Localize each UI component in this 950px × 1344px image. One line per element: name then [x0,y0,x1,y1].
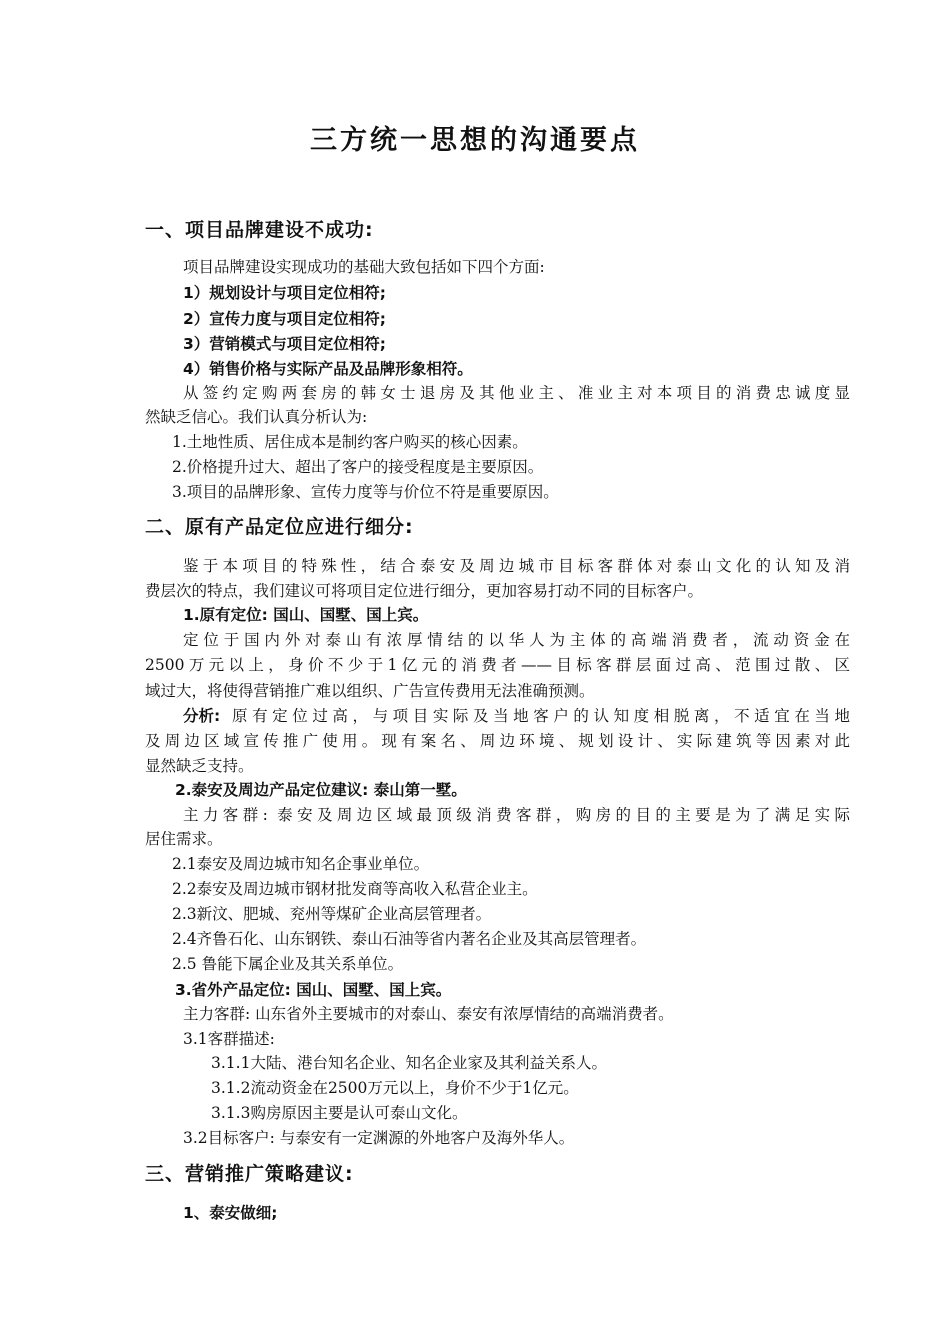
s2-analysis-line-3: 显然缺乏支持。 [145,757,254,775]
s1-intro: 项目品牌建设实现成功的基础大致包括如下四个方面: [183,258,545,276]
s1-para-line-2: 然缺乏信心。我们认真分析认为: [145,408,368,426]
s3-item-1: 1、泰安做细; [183,1204,278,1222]
s2-intro-line-1: 鉴于本项目的特殊性，结合泰安及周边城市目标客群体对泰山文化的认知及消 [183,557,850,575]
document-title: 三方统一思想的沟通要点 [310,125,640,156]
s1-point-2: 2）宣传力度与项目定位相符; [183,310,386,328]
s2-p3-line-1: 主力客群: 山东省外主要城市的对泰山、泰安有浓厚情结的高端消费者。 [183,1005,674,1023]
section-1-heading: 一、项目品牌建设不成功: [145,219,374,241]
s2-p3-sub-2: 3.1.2流动资金在2500万元以上，身价不少于1亿元。 [211,1079,579,1097]
s2-p2-title: 2.泰安及周边产品定位建议: 泰山第一墅。 [175,781,467,799]
s2-intro-line-2: 费层次的特点，我们建议可将项目定位进行细分，更加容易打动不同的目标客户。 [145,582,704,600]
s2-analysis-line-2: 及周边区域宣传推广使用。现有案名、周边环境、规划设计、实际建筑等因素对此 [145,732,850,750]
s2-p3-sub-3: 3.1.3购房原因主要是认可泰山文化。 [211,1104,468,1122]
s2-p1-title: 1.原有定位: 国山、国墅、国上宾。 [183,606,429,624]
s1-point-1: 1）规划设计与项目定位相符; [183,284,386,302]
s2-p3-sub-1: 3.1.1大陆、港台知名企业、知名企业家及其利益关系人。 [211,1054,607,1072]
s2-p2-item-4: 2.4齐鲁石化、山东钢铁、泰山石油等省内著名企业及其高层管理者。 [172,930,647,948]
s1-point-4: 4）销售价格与实际产品及品牌形象相符。 [183,360,473,378]
s1-point-3: 3）营销模式与项目定位相符; [183,335,386,353]
s2-p1-line-1: 定位于国内外对泰山有浓厚情结的以华人为主体的高端消费者，流动资金在 [183,631,850,649]
s1-reason-1: 1.土地性质、居住成本是制约客户购买的核心因素。 [172,433,528,451]
section-3-heading: 三、营销推广策略建议: [145,1163,354,1185]
s2-p2-line-2: 居住需求。 [145,830,223,848]
s1-reason-2: 2.价格提升过大、超出了客户的接受程度是主要原因。 [172,458,544,476]
s2-analysis-line-1: 原有定位过高，与项目实际及当地客户的认知度相脱离，不适宜在当地 [232,707,850,725]
s2-p3-32: 3.2目标客户: 与泰安有一定渊源的外地客户及海外华人。 [183,1129,575,1147]
s2-p1-line-2: 2500万元以上，身价不少于1亿元的消费者——目标客群层面过高、范围过散、区 [145,656,850,674]
s2-p3-31: 3.1客群描述: [183,1030,275,1048]
s2-p2-item-5: 2.5 鲁能下属企业及其关系单位。 [172,955,404,973]
s2-analysis-label: 分析: [183,707,221,725]
s2-p2-item-3: 2.3新汶、肥城、兖州等煤矿企业高层管理者。 [172,905,492,923]
s2-p2-line-1: 主力客群: 泰安及周边区域最顶级消费客群，购房的目的主要是为了满足实际 [183,806,850,824]
s1-reason-3: 3.项目的品牌形象、宣传力度等与价位不符是重要原因。 [172,483,559,501]
s2-p2-item-1: 2.1泰安及周边城市知名企事业单位。 [172,855,430,873]
s2-p3-title: 3.省外产品定位: 国山、国墅、国上宾。 [175,981,452,999]
s2-p1-line-3: 域过大，将使得营销推广难以组织、广告宣传费用无法准确预测。 [145,682,595,700]
s2-p2-item-2: 2.2泰安及周边城市钢材批发商等高收入私营企业主。 [172,880,538,898]
s1-para-line-1: 从签约定购两套房的韩女士退房及其他业主、准业主对本项目的消费忠诚度显 [183,384,850,402]
section-2-heading: 二、原有产品定位应进行细分: [145,516,414,538]
